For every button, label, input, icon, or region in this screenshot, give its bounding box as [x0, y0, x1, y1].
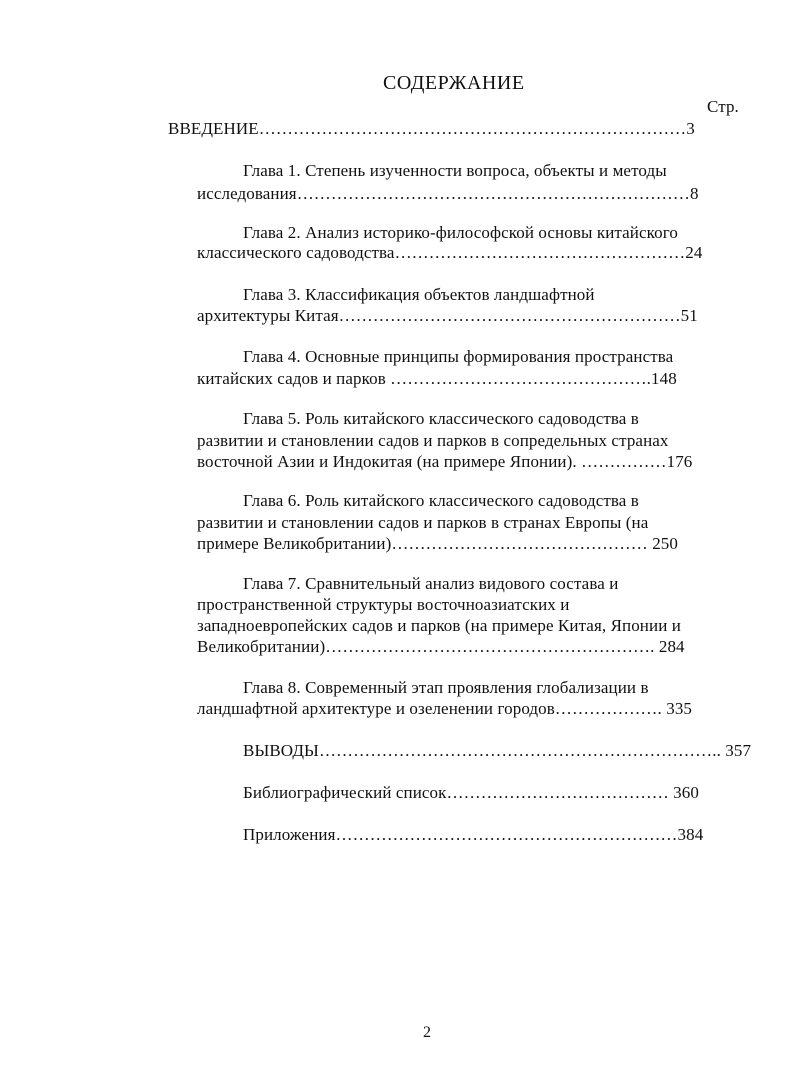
toc-entry-conclusions: ВЫВОДЫ…………………………………………………………….. 357: [243, 741, 752, 760]
toc-entry-chapter-5-line-2: развитии и становлении садов и парков в сопредельных странах: [197, 431, 669, 450]
toc-entry-chapter-4-line-2: китайских садов и парков ……………………………………….148: [197, 369, 677, 388]
page-number: 2: [423, 1024, 432, 1041]
toc-entry-chapter-6-line-3: примере Великобритании)……………………………………… 250: [197, 534, 678, 553]
page-column-label: Стр.: [707, 97, 739, 116]
toc-entry-chapter-7-line-4: Великобритании)…………………………………………………. 284: [197, 637, 685, 656]
toc-entry-chapter-4-line-1: Глава 4. Основные принципы формирования пространства: [243, 347, 674, 366]
toc-entry-chapter-1-line-2: исследования……………………………………………………………8: [197, 184, 699, 203]
toc-entry-chapter-8-line-2: ландшафтной архитектуре и озеленении городов………………. 335: [197, 699, 693, 718]
toc-entry-chapter-6-line-2: развитии и становлении садов и парков в странах Европы (на: [197, 513, 649, 532]
toc-entry-chapter-8-line-1: Глава 8. Современный этап проявления глобализации в: [243, 678, 649, 697]
toc-entry-chapter-2-line-2: классического садоводства……………………………………………24: [197, 243, 703, 262]
toc-entry-chapter-3-line-1: Глава 3. Классификация объектов ландшафтной: [243, 285, 595, 304]
toc-entry-chapter-3-line-2: архитектуры Китая……………………………………………………51: [197, 306, 698, 325]
toc-entry-chapter-5-line-3: восточной Азии и Индокитая (на примере Японии). ……………176: [197, 452, 693, 471]
toc-entry-intro: ВВЕДЕНИЕ…………………………………………………………………3: [168, 119, 695, 138]
toc-entry-chapter-7-line-1: Глава 7. Сравнительный анализ видового состава и: [243, 574, 619, 593]
toc-entry-chapter-7-line-3: западноевропейских садов и парков (на примере Китая, Японии и: [197, 616, 681, 635]
toc-entry-chapter-7-line-2: пространственной структуры восточноазиатских и: [197, 595, 570, 614]
toc-entry-chapter-1-line-1: Глава 1. Степень изученности вопроса, объекты и методы: [243, 161, 667, 180]
toc-entry-appendices: Приложения……………………………………………………384: [243, 825, 704, 844]
toc-entry-chapter-5-line-1: Глава 5. Роль китайского классического садоводства в: [243, 409, 639, 428]
toc-entry-chapter-6-line-1: Глава 6. Роль китайского классического садоводства в: [243, 491, 639, 510]
page-title: СОДЕРЖАНИЕ: [383, 72, 525, 94]
toc-entry-bibliography: Библиографический список………………………………… 360: [243, 783, 699, 802]
toc-entry-chapter-2-line-1: Глава 2. Анализ историко-философской основы китайского: [243, 223, 678, 242]
